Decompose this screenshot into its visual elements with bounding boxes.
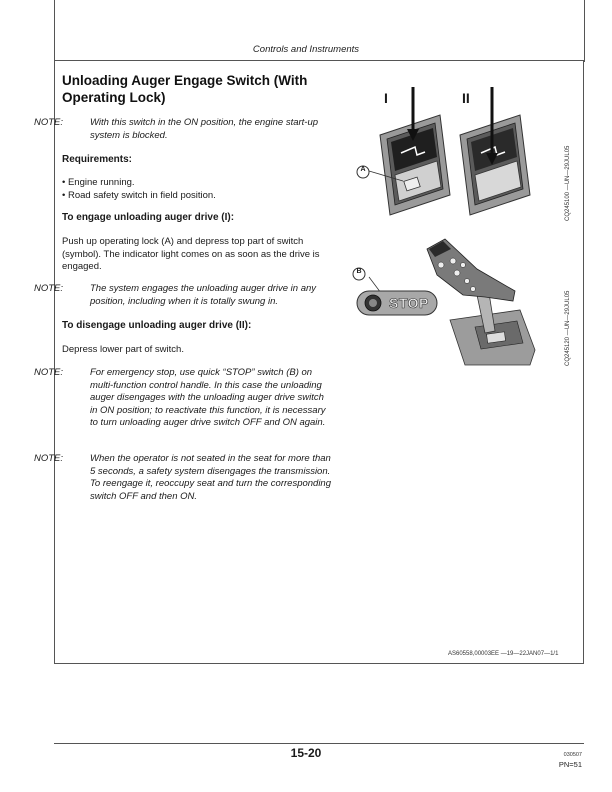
note-2 (34, 283, 332, 308)
list-item: • Engine running. (62, 177, 135, 188)
note-1-text: With this switch in the ON position, the engine start-up system is blocked. (90, 117, 319, 141)
list-item: • Road safety switch in field position. (62, 189, 216, 201)
rocker-switch-illustration (345, 95, 575, 225)
requirements-list (62, 177, 332, 202)
figure-1-label-I: I (384, 90, 388, 106)
control-handle-illustration (345, 235, 545, 375)
note-3-text: For emergency stop, use quick “STOP” switch (B) on multi-function control handle. In this case the unloading auger disengages with the unloading auger drive switch in ON position; to reactivate this function, it is necessary to turn unloading auger drive switch OFF and ON again. (90, 367, 326, 428)
note-1 (34, 117, 332, 142)
requirements-heading: Requirements: (62, 154, 133, 165)
figure-2-code: CQ245120 —UN—29JUL05 (565, 290, 571, 366)
note-1-label: NOTE: (34, 117, 64, 128)
disengage-text: Depress lower part of switch. (62, 344, 184, 355)
disengage-heading: To disengage unloading auger drive (II): (62, 320, 252, 331)
callout-b-label: B (356, 268, 362, 275)
footer-rule (54, 743, 584, 744)
rocker-switch-off-icon (460, 115, 530, 215)
note-4 (34, 453, 332, 503)
figure-1-code: CQ245100 —UN—29JUL05 (565, 145, 571, 221)
footer-date-code: 030507 (563, 752, 582, 758)
note-3 (34, 367, 332, 430)
footer-pn: PN=51 (558, 760, 582, 769)
stop-switch-label: STOP (389, 295, 429, 311)
document-reference: AS60558,00003EE —19—22JAN07—1/1 (448, 651, 559, 657)
engage-text: Push up operating lock (A) and depress top part of switch (symbol). The indicator light comes on as soon as the drive is engaged. (62, 236, 320, 272)
note-3-label: NOTE: (34, 367, 64, 378)
running-head: Controls and Instruments (252, 44, 360, 55)
engage-heading: To engage unloading auger drive (I): (62, 212, 235, 223)
section-title: Unloading Auger Engage Switch (With Operating Lock) (62, 73, 308, 105)
note-2-label: NOTE: (34, 283, 64, 294)
note-4-text: When the operator is not seated in the seat for more than 5 seconds, a safety system disengages the transmission. To reengage it, reoccupy seat and turn the corresponding switch OFF and then ON. (90, 453, 332, 502)
callout-a-label: A (360, 166, 366, 173)
note-2-text: The system engages the unloading auger drive in any position, including when it is totally swung in. (90, 283, 317, 307)
note-4-label: NOTE: (34, 453, 64, 464)
page-number: 15-20 (290, 746, 322, 760)
figure-1-label-II: II (462, 90, 470, 106)
